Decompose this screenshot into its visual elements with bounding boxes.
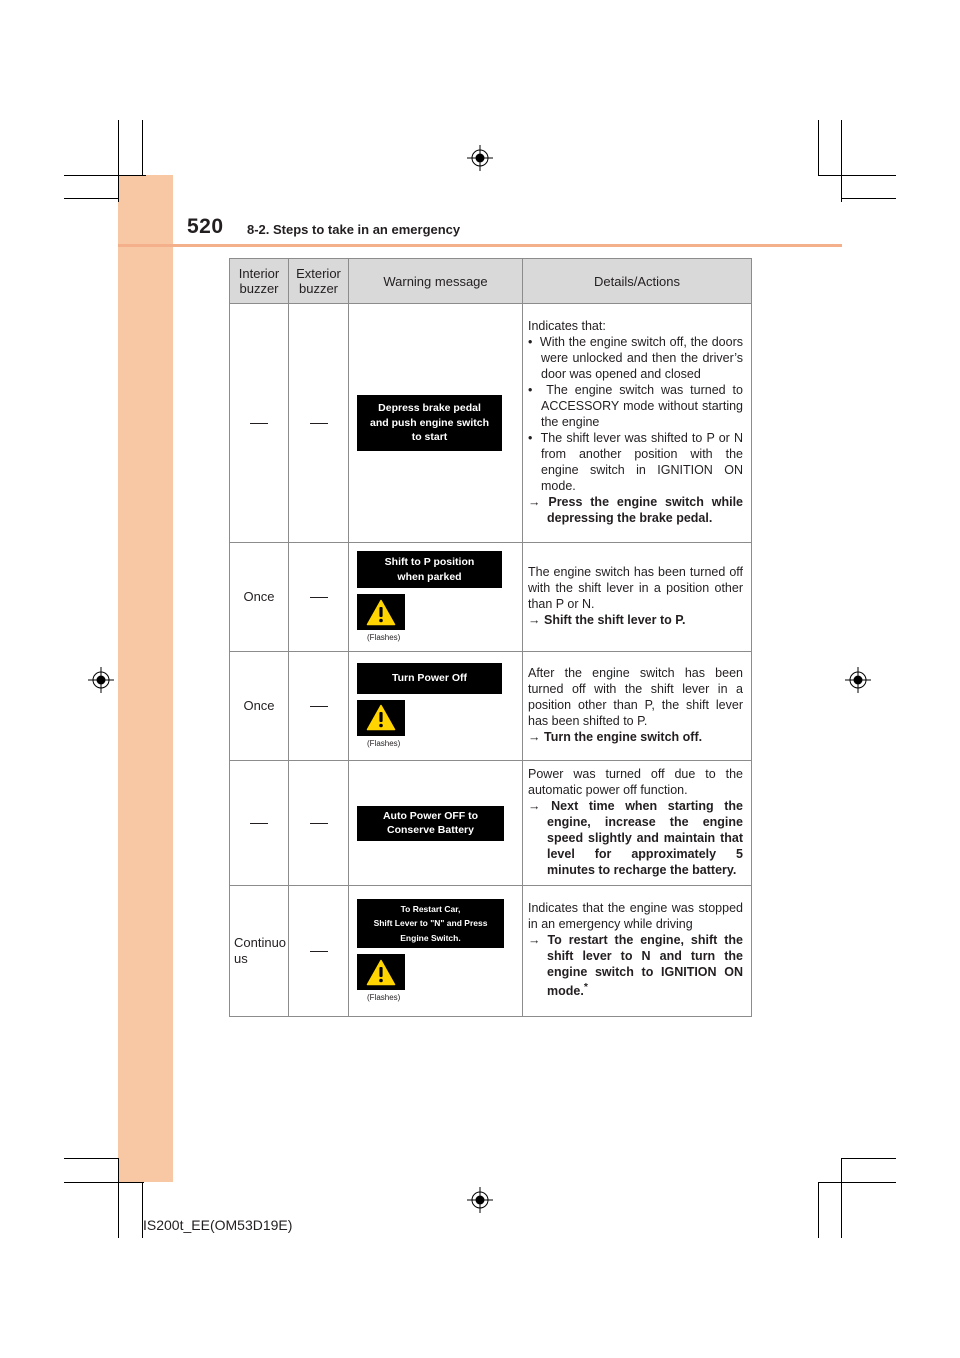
crop-mark [818, 1182, 819, 1238]
interior-buzzer-cell [230, 761, 289, 886]
details-cell [523, 543, 752, 652]
crop-mark [818, 175, 896, 176]
exterior-buzzer-cell [289, 761, 349, 886]
action-text: → Turn the engine switch off. [528, 730, 703, 744]
warning-message-table [229, 258, 752, 1017]
header-warning-message: Warning message [349, 259, 523, 304]
warning-message-cell [349, 304, 523, 543]
message-line: Depress brake pedal [378, 402, 481, 415]
details-intro: Indicates that: [528, 319, 606, 333]
crop-mark [142, 120, 143, 175]
header-interior-buzzer: Interior buzzer [230, 259, 289, 304]
crop-mark [64, 1158, 118, 1159]
dash-mark [250, 423, 268, 424]
crop-mark [841, 1158, 842, 1238]
bullet-item: • The shift lever was shifted to P or N from another position with the engine switch in IGNITION ON mode. [528, 431, 744, 493]
flashes-label: (Flashes) [367, 633, 401, 642]
crop-mark [118, 1158, 119, 1238]
message-line: Auto Power OFF to [382, 809, 479, 822]
arrow-right-icon: → [528, 933, 548, 948]
crop-mark [841, 198, 896, 199]
details-cell [523, 761, 752, 886]
details-intro: The engine switch has been turned off with the shift lever in a position other than P or N. [528, 565, 743, 611]
warning-message-cell [349, 886, 523, 1017]
details-intro: Indicates that the engine was stopped in an emergency while driving [528, 901, 743, 932]
registration-mark-icon [467, 1187, 493, 1213]
crop-mark [64, 198, 118, 199]
page-number: 520 [187, 215, 224, 238]
exterior-buzzer-cell [289, 652, 349, 761]
message-line: Shift to P position [384, 556, 475, 568]
registration-mark-icon [467, 145, 493, 171]
table-row [230, 304, 752, 543]
crop-mark [841, 1158, 896, 1159]
chapter-sidebar-tab [118, 175, 173, 1182]
dash-mark [310, 706, 328, 707]
dash-mark [310, 951, 328, 952]
warning-triangle-icon [357, 700, 405, 736]
details-bullet-list [528, 334, 743, 494]
warning-triangle-icon [357, 594, 405, 630]
action-text: → Next time when starting the engine, increase the engine speed slightly and maintain that level for approximately 5 minutes to recharge the battery. [528, 799, 743, 877]
crop-mark [64, 1182, 144, 1183]
interior-buzzer-cell: Once [230, 543, 289, 652]
exterior-buzzer-cell [289, 886, 349, 1017]
message-line: Engine Switch. [400, 932, 461, 943]
details-cell [523, 304, 752, 543]
warning-message-cell [349, 652, 523, 761]
message-line: to start [411, 431, 448, 444]
warning-triangle-icon [357, 954, 405, 990]
manual-code: IS200t_EE(OM53D19E) [143, 1217, 293, 1233]
action-text: → To restart the engine, shift the shift lever to N and turn the engine switch to IGNITION ON mode.* [528, 933, 743, 999]
header-details-actions: Details/Actions [523, 259, 752, 304]
warning-message-cell [349, 543, 523, 652]
arrow-right-icon: → [528, 495, 549, 509]
message-line: and push engine switch [369, 416, 489, 429]
message-line: Turn Power Off [391, 672, 468, 685]
footnote-mark: * [583, 982, 588, 994]
warning-message-cell [349, 761, 523, 886]
exterior-buzzer-cell [289, 304, 349, 543]
details-intro: Power was turned off due to the automatic power off function. [528, 767, 743, 797]
exterior-buzzer-cell [289, 543, 349, 652]
dash-mark [250, 823, 268, 824]
section-title: 8-2. Steps to take in an emergency [247, 222, 461, 237]
dash-mark [310, 597, 328, 598]
bullet-item: • The engine switch was turned to ACCESSORY mode without starting the engine [528, 383, 743, 429]
table-row [230, 543, 752, 652]
details-cell [523, 652, 752, 761]
table-row [230, 652, 752, 761]
table-row [230, 761, 752, 886]
dash-mark [310, 423, 328, 424]
message-line: Shift Lever to "N" and Press [373, 918, 488, 929]
crop-mark [841, 120, 842, 202]
message-line: To Restart Car, [400, 903, 461, 914]
message-line: when parked [397, 570, 462, 583]
interior-buzzer-cell [230, 304, 289, 543]
interior-buzzer-cell: Continuous [230, 886, 289, 1017]
table-header-row [230, 259, 752, 304]
dash-mark [310, 823, 328, 824]
action-text: → Shift the shift lever to P. [528, 613, 686, 627]
crop-mark [64, 175, 146, 176]
header-exterior-buzzer: Exterior buzzer [289, 259, 349, 304]
interior-buzzer-cell: Once [230, 652, 289, 761]
message-display [357, 899, 504, 949]
message-line: Conserve Battery [387, 824, 474, 836]
message-display [357, 806, 504, 841]
details-cell [523, 886, 752, 1017]
action-text: → Press the engine switch while depressing the brake pedal. [528, 495, 743, 525]
table-row [230, 886, 752, 1017]
message-display [357, 395, 502, 451]
bullet-item: • With the engine switch off, the doors were unlocked and then the driver’s door was opened and closed [528, 335, 743, 381]
header-rule [118, 244, 842, 247]
flashes-label: (Flashes) [367, 993, 401, 1003]
message-display [357, 551, 502, 588]
crop-mark [818, 120, 819, 175]
message-display [357, 663, 502, 694]
flashes-label: (Flashes) [367, 738, 401, 748]
details-intro: After the engine switch has been turned off with the shift lever in a position other than P, the shift lever has been shifted to P. [528, 666, 743, 728]
arrow-right-icon: → [528, 799, 552, 813]
crop-mark [118, 120, 119, 202]
registration-mark-icon [88, 667, 114, 693]
registration-mark-icon [845, 667, 871, 693]
crop-mark [818, 1182, 896, 1183]
arrow-right-icon: → [528, 613, 544, 627]
arrow-right-icon: → [528, 730, 544, 744]
